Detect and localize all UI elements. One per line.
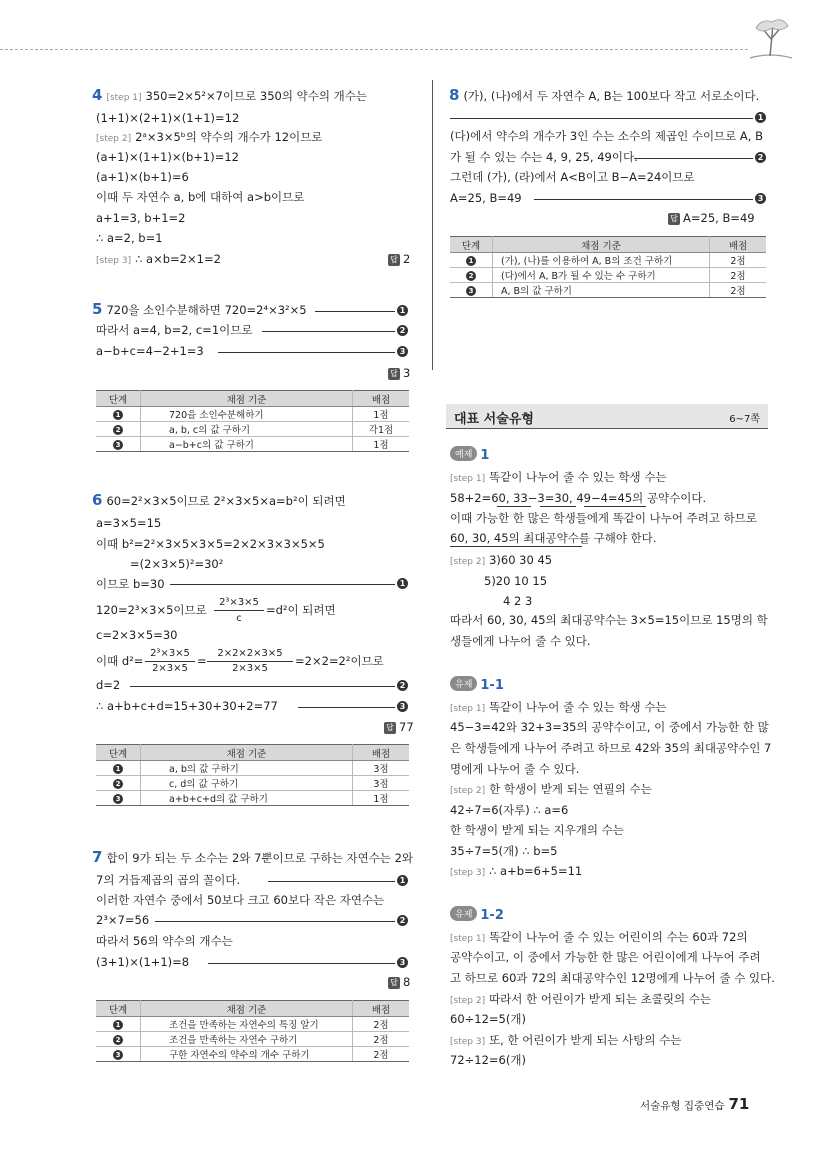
section-pages: 6~7쪽 bbox=[729, 414, 760, 425]
step-marker-3: 3 bbox=[397, 701, 408, 712]
q8-line-2: (다)에서 약수의 개수가 3인 수는 소수의 제곱인 수이므로 A, B bbox=[450, 129, 763, 143]
step-marker-2: 2 bbox=[397, 680, 408, 691]
q4-line-2: (1+1)×(2+1)×(1+1)=12 bbox=[96, 111, 240, 125]
ex11-line-2: 45−3=42와 32+3=35의 공약수이고, 이 중에서 가능한 한 많 bbox=[450, 720, 769, 734]
q5-line-3: a−b+c=4−2+1=3 bbox=[96, 344, 204, 358]
q6-line-8b: =2×2=2²이므로 bbox=[295, 654, 384, 668]
step-marker-1: 1 bbox=[755, 112, 766, 123]
ex1-line-8: 따라서 60, 30, 45의 최대공약수는 3×5=15이므로 15명의 학 bbox=[450, 613, 768, 627]
underline bbox=[540, 506, 576, 507]
header-rule bbox=[0, 49, 748, 50]
q8-answer: 답 A=25, B=49 bbox=[668, 211, 755, 225]
ex11-line-8: 35÷7=5(개) ∴ b=5 bbox=[450, 844, 558, 858]
q6-line-6b: =d²이 되려면 bbox=[266, 603, 336, 617]
q4-line-3: [step 2] 2ᵃ×3×5ᵇ의 약수의 개수가 12이므로 bbox=[96, 130, 323, 144]
table-header: 채점 기준 bbox=[141, 1001, 353, 1017]
table-row: 3 a+b+c+d의 값 구하기 1점 bbox=[96, 791, 409, 806]
table-row: 1 (가), (나)를 이용하여 A, B의 조건 구하기 2점 bbox=[450, 253, 766, 268]
ex11-line-7: 한 학생이 받게 되는 지우개의 수는 bbox=[450, 823, 624, 837]
q6-line-4: =(2×3×5)²=30² bbox=[130, 557, 224, 571]
fraction-numerator: 2³×3×5 bbox=[145, 647, 195, 662]
answer-icon: 답 bbox=[388, 977, 400, 989]
table-row: 2 조건을 만족하는 자연수 구하기 2점 bbox=[96, 1032, 409, 1047]
table-row: 1 조건을 만족하는 자연수의 특징 알기 2점 bbox=[96, 1017, 409, 1032]
q4-line-7: a+1=3, b+1=2 bbox=[96, 211, 186, 225]
table-row: 1 720을 소인수분해하기 1점 bbox=[96, 407, 409, 422]
section-title: 대표 서술유형 bbox=[454, 412, 534, 427]
q6-line-8a: 이때 d²= bbox=[96, 654, 144, 668]
table-header: 채점 기준 bbox=[493, 237, 710, 253]
q4-line-5: (a+1)×(b+1)=6 bbox=[96, 170, 189, 184]
q4-answer: 답 2 bbox=[388, 252, 410, 266]
fraction-numerator: 2³×3×5 bbox=[214, 596, 264, 611]
page-footer bbox=[640, 1095, 749, 1113]
leader-line bbox=[268, 881, 395, 882]
q6-line-3: 이때 b²=2²×3×5×3×5=2×2×3×3×5×5 bbox=[96, 537, 325, 551]
table-row: 3 A, B의 값 구하기 2점 bbox=[450, 283, 766, 298]
q8-line-4: 그런데 (가), (라)에서 A<B이고 B−A=24이므로 bbox=[450, 170, 695, 184]
table-header: 단계 bbox=[450, 237, 493, 253]
ex1-line-1: [step 1] 똑같이 나누어 줄 수 있는 학생 수는 bbox=[450, 470, 667, 484]
step-marker-1: 1 bbox=[397, 305, 408, 316]
table-row: 2 c, d의 값 구하기 3점 bbox=[96, 776, 409, 791]
ex1-line-7: 4 2 3 bbox=[503, 594, 533, 608]
ex12-line-3: 고 하므로 60과 72의 최대공약수인 12명에게 나누어 줄 수 있다. bbox=[450, 971, 775, 985]
q6-answer: 답 77 bbox=[384, 720, 414, 734]
step-marker-1: 1 bbox=[397, 875, 408, 886]
table-header: 배점 bbox=[353, 391, 410, 407]
ex11-line-5: [step 2] 한 학생이 받게 되는 연필의 수는 bbox=[450, 782, 652, 796]
section-banner bbox=[446, 404, 768, 429]
table-row: 3 구한 자연수의 약수의 개수 구하기 2점 bbox=[96, 1047, 409, 1062]
leader-line bbox=[170, 584, 395, 585]
underline bbox=[584, 506, 646, 507]
step-marker-3: 3 bbox=[755, 193, 766, 204]
exercise-1-1-tag: 유제 1-1 bbox=[450, 676, 504, 693]
ex12-line-2: 공약수이고, 이 중에서 가능한 한 많은 어린이에게 나누어 주려 bbox=[450, 950, 761, 964]
ex11-line-1: [step 1] 똑같이 나누어 줄 수 있는 학생 수는 bbox=[450, 700, 667, 714]
q7-answer: 답 8 bbox=[388, 975, 410, 989]
fraction-numerator: 2×2×2×3×5 bbox=[207, 647, 293, 662]
answer-icon: 답 bbox=[388, 254, 400, 266]
leader-line bbox=[534, 199, 753, 200]
step-marker-2: 2 bbox=[397, 915, 408, 926]
tree-illustration-icon bbox=[742, 14, 798, 62]
q6-line-6a: 120=2³×3×5이므로 bbox=[96, 603, 207, 617]
q8-line-1: 8 (가), (나)에서 두 자연수 A, B는 100보다 작고 서로소이다. bbox=[449, 86, 760, 104]
table-header: 단계 bbox=[96, 1001, 141, 1017]
q4-line-4: (a+1)×(1+1)×(b+1)=12 bbox=[96, 150, 239, 164]
q7-line-5: 따라서 56의 약수의 개수는 bbox=[96, 934, 233, 948]
leader-line bbox=[450, 118, 753, 119]
ex1-line-2: 58+2=60, 33−3=30, 49−4=45의 공약수이다. bbox=[450, 491, 707, 505]
leader-line bbox=[634, 158, 753, 159]
step-marker-2: 2 bbox=[755, 152, 766, 163]
leader-line bbox=[218, 352, 395, 353]
fraction-denominator: c bbox=[236, 613, 242, 624]
q6-line-10: ∴ a+b+c+d=15+30+30+2=77 bbox=[96, 699, 278, 713]
q8-line-3: 가 될 수 있는 수는 4, 9, 25, 49이다. bbox=[450, 150, 638, 164]
leader-line bbox=[298, 707, 395, 708]
ex12-line-1: [step 1] 똑같이 나누어 줄 수 있는 어린이의 수는 60과 72의 bbox=[450, 930, 748, 944]
ex12-line-5: 60÷12=5(개) bbox=[450, 1012, 526, 1026]
fraction-denominator: 2×3×5 bbox=[152, 663, 188, 674]
q5-score-table bbox=[96, 390, 409, 452]
q6-line-7: c=2×3×5=30 bbox=[96, 628, 178, 642]
underline bbox=[497, 506, 531, 507]
ex11-line-9: [step 3] ∴ a+b=6+5=11 bbox=[450, 864, 583, 878]
table-header: 배점 bbox=[353, 1001, 410, 1017]
fraction-denominator: 2×3×5 bbox=[232, 663, 268, 674]
q7-score-table bbox=[96, 1000, 409, 1062]
page-number: 71 bbox=[728, 1095, 750, 1113]
q5-answer: 답 3 bbox=[388, 366, 410, 380]
step-marker-2: 2 bbox=[397, 325, 408, 336]
example-1-tag: 예제 1 bbox=[450, 446, 489, 463]
q8-line-5: A=25, B=49 bbox=[450, 191, 522, 205]
q6-score-table bbox=[96, 744, 409, 806]
table-header: 배점 bbox=[710, 237, 767, 253]
step-marker-3: 3 bbox=[397, 346, 408, 357]
leader-line bbox=[130, 686, 395, 687]
ex11-line-3: 은 학생들에게 나누어 주려고 하므로 42와 35의 최대공약수인 7 bbox=[450, 741, 772, 755]
table-header: 배점 bbox=[353, 745, 410, 761]
ex1-line-3: 이때 가능한 한 많은 학생들에게 똑같이 나누어 주려고 하므로 bbox=[450, 511, 757, 525]
table-row: 1 a, b의 값 구하기 3점 bbox=[96, 761, 409, 776]
underline bbox=[450, 546, 582, 547]
q5-line-2: 따라서 a=4, b=2, c=1이므로 bbox=[96, 323, 253, 337]
table-row: 2 a, b, c의 값 구하기 각1점 bbox=[96, 422, 409, 437]
q4-line-1: 4 [step 1] 350=2×5²×7이므로 350의 약수의 개수는 bbox=[92, 86, 367, 104]
column-divider bbox=[432, 80, 433, 370]
ex1-line-9: 생들에게 나누어 줄 수 있다. bbox=[450, 634, 591, 648]
ex1-line-5: [step 2] 3)60 30 45 bbox=[450, 553, 553, 567]
answer-icon: 답 bbox=[668, 213, 680, 225]
table-row: 2 (다)에서 A, B가 될 수 있는 수 구하기 2점 bbox=[450, 268, 766, 283]
table-header: 채점 기준 bbox=[141, 745, 353, 761]
exercise-1-2-tag: 유제 1-2 bbox=[450, 906, 504, 923]
leader-line bbox=[315, 311, 395, 312]
ex12-line-7: 72÷12=6(개) bbox=[450, 1053, 526, 1067]
q6-line-1: 6 60=2²×3×5이므로 2²×3×5×a=b²이 되려면 bbox=[92, 491, 346, 509]
ex12-line-6: [step 3] 또, 한 어린이가 받게 되는 사탕의 수는 bbox=[450, 1033, 682, 1047]
table-row: 3 a−b+c의 값 구하기 1점 bbox=[96, 437, 409, 452]
ex1-line-4: 60, 30, 45의 최대공약수를 구해야 한다. bbox=[450, 531, 657, 545]
ex11-line-6: 42÷7=6(자루) ∴ a=6 bbox=[450, 803, 569, 817]
answer-icon: 답 bbox=[384, 722, 396, 734]
leader-line bbox=[155, 921, 395, 922]
q4-line-9: [step 3] ∴ a×b=2×1=2 bbox=[96, 252, 221, 266]
answer-icon: 답 bbox=[388, 368, 400, 380]
table-header: 단계 bbox=[96, 391, 141, 407]
step-marker-1: 1 bbox=[397, 578, 408, 589]
footer-section: 서술유형 집중연습 bbox=[640, 1100, 725, 1112]
equals-sign: = bbox=[197, 654, 207, 668]
q7-line-2: 7의 거듭제곱의 곱의 꼴이다. bbox=[96, 873, 241, 887]
q7-line-4: 2³×7=56 bbox=[96, 913, 150, 927]
leader-line bbox=[208, 963, 395, 964]
q4-line-8: ∴ a=2, b=1 bbox=[96, 231, 163, 245]
step-marker-3: 3 bbox=[397, 957, 408, 968]
q7-line-3: 이러한 자연수 중에서 50보다 크고 60보다 작은 자연수는 bbox=[96, 893, 385, 907]
table-header: 단계 bbox=[96, 745, 141, 761]
q5-line-1: 5 720을 소인수분해하면 720=2⁴×3²×5 bbox=[92, 300, 307, 318]
q6-line-2: a=3×5=15 bbox=[96, 516, 162, 530]
ex12-line-4: [step 2] 따라서 한 어린이가 받게 되는 초콜릿의 수는 bbox=[450, 992, 711, 1006]
q7-line-6: (3+1)×(1+1)=8 bbox=[96, 955, 190, 969]
q8-score-table bbox=[450, 236, 766, 298]
q4-line-6: 이때 두 자연수 a, b에 대하여 a>b이므로 bbox=[96, 190, 305, 204]
table-header: 채점 기준 bbox=[141, 391, 353, 407]
ex1-line-6: 5)20 10 15 bbox=[484, 574, 548, 588]
q6-line-9: d=2 bbox=[96, 678, 121, 692]
q6-line-5: 이므로 b=30 bbox=[96, 577, 165, 591]
q7-line-1: 7 합이 9가 되는 두 소수는 2와 7뿐이므로 구하는 자연수는 2와 bbox=[92, 848, 413, 866]
leader-line bbox=[262, 331, 395, 332]
ex11-line-4: 명에게 나누어 줄 수 있다. bbox=[450, 762, 580, 776]
